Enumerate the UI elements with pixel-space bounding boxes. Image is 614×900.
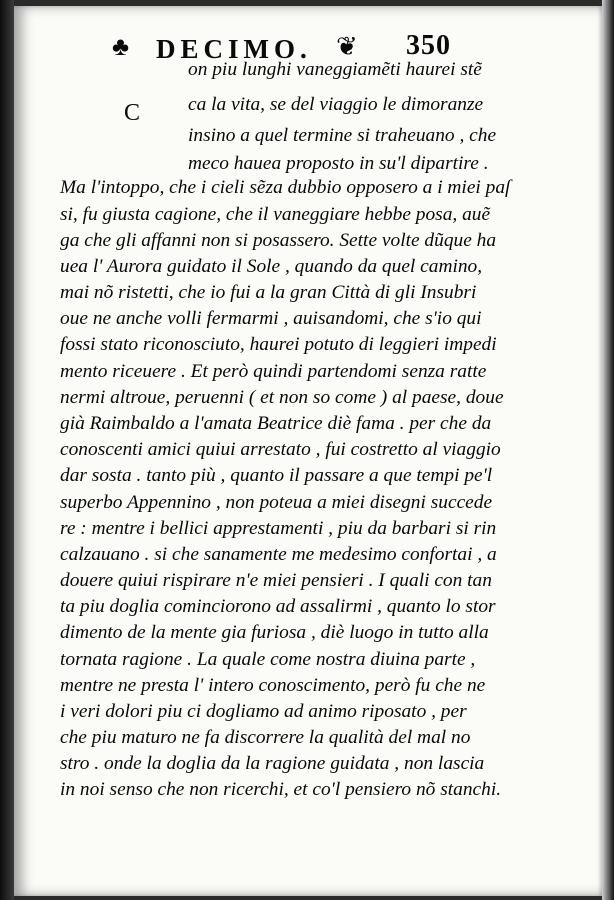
text-line: mentre ne presta l' intero conoscimento, però fu che ne (60, 675, 486, 696)
leaf-ornament-icon: ❦ (336, 32, 358, 61)
text-line: mento riceuere . Et però quindi partendomi senza ratte (60, 361, 487, 382)
text-line: tornata ragione . La quale come nostra diuina parte , (60, 649, 476, 670)
text-line: ga che gli affanni non si posassero. Sette volte dũque ha (60, 230, 497, 251)
text-line: ca la vita, se del viaggio le dimoranze (188, 94, 484, 115)
text-line: dimento de la mente gia furiosa , diè luogo in tutto alla (60, 622, 489, 643)
text-line: in noi senso che non ricerchi, et co'l pensiero nõ stanchi. (60, 779, 502, 800)
text-line: che piu maturo ne fa discorrere la qualità del mal no (60, 727, 471, 748)
text-line: meco hauea proposto in su'l dipartire . (188, 153, 489, 174)
text-line: re : mentre i bellici apprestamenti , piu da barbari si rin (60, 518, 497, 539)
text-line: già Raimbaldo a l'amata Beatrice diè fama . per che da (60, 413, 492, 434)
text-line: calzauano . si che sanamente me medesimo confortai , a (60, 544, 497, 565)
text-line: oue ne anche volli fermarmi , auisandomi, che s'io qui (60, 308, 482, 329)
text-line: i veri dolori piu ci dogliamo ad animo riposato , per (60, 701, 467, 722)
text-line: insino a quel termine si traheuano , che (188, 125, 497, 146)
text-line: uea l' Aurora guidato il Sole , quando da quel camino, (60, 256, 483, 277)
text-line: on piu lunghi vaneggiamẽti haurei stẽ (188, 59, 482, 80)
text-line: superbo Appennino , non poteua a miei disegni succede (60, 492, 493, 513)
running-title: DECIMO. (156, 34, 312, 64)
text-line: conoscenti amici quiui arrestato , fui costretto al viaggio (60, 439, 501, 460)
text-line: nermi altroue, peruenni ( et non so come ) al paese, doue (60, 387, 504, 408)
text-line: si, fu giusta cagione, che il vaneggiare hebbe posa, auẽ (60, 204, 491, 225)
text-line: mai nõ ristetti, che io fui a la gran Città di gli Insubri (60, 282, 477, 303)
text-line: fossi stato riconosciuto, haurei potuto di leggieri impedi (60, 334, 497, 355)
drop-initial: C (124, 100, 141, 126)
text-line: dar sosta . tanto più , quanto il passare a que tempi pe'l (60, 465, 493, 486)
page-number: 350 (406, 30, 451, 61)
club-ornament-icon: ♣ (112, 32, 130, 61)
text-line: douere quiui rispirare n'e miei pensieri . I quali con tan (60, 570, 492, 591)
text-line: ta piu doglia cominciorono ad assalirmi , quanto lo stor (60, 596, 496, 617)
text-line: stro . onde la doglia da la ragione guidata , non lascia (60, 753, 485, 774)
text-line: Ma l'intoppo, che i cieli sẽza dubbio opposero a i miei paſ (60, 177, 511, 198)
